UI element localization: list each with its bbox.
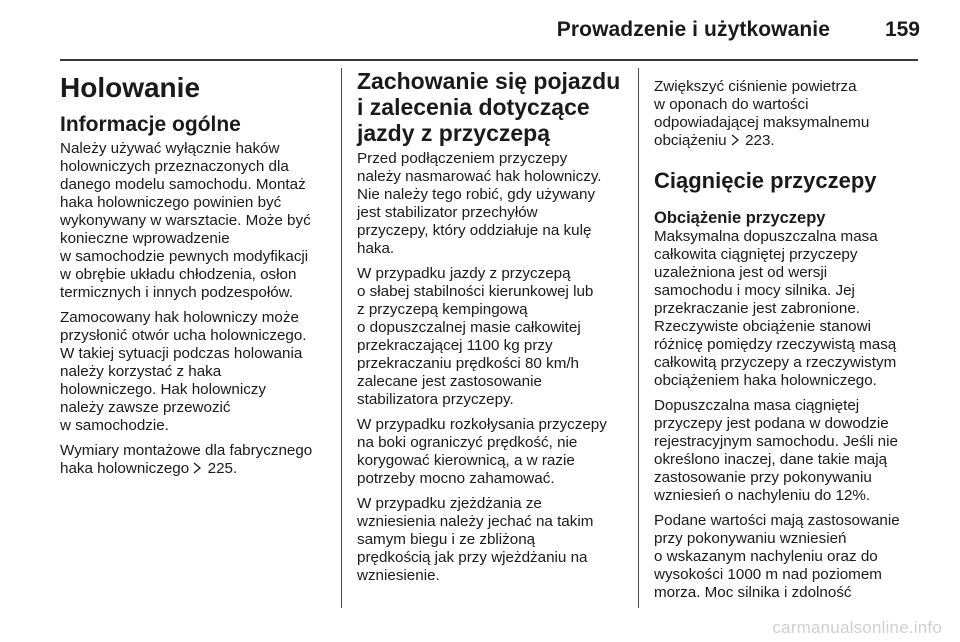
page-reference-link[interactable]: 223. [745,132,775,149]
text-line: zastosowanie przy pokonywaniu [654,469,872,486]
text-line: haka holowniczego [60,460,190,477]
text-line: Podane wartości mają zastosowanie [654,512,900,529]
column-3 [654,78,926,609]
text-line: Rzeczywiste obciążenie stanowi [654,318,871,335]
subheading-informacje-ogolne: Informacje ogólne [60,113,241,136]
text-line: konieczne wprowadzenie [60,230,230,247]
column-2 [357,68,629,592]
page-number: 159 [884,18,920,41]
text-line: określono inaczej, dane takie mają [654,451,888,468]
paragraph-4 [654,512,926,602]
text-line: przysłonić otwór ucha holowniczego. [60,327,307,344]
text-line: W przypadku rozkołysania przyczepy [357,416,607,433]
text-line: przekraczaniu prędkości 80 km/h [357,355,580,372]
text-line: morza. Moc silnika i zdolność [654,584,852,601]
text-line: uzależniona jest od wersji [654,264,828,281]
text-line: haka holowniczego powinien być [60,194,282,211]
heading-line: jazdy z przyczepą [357,120,551,146]
text-line: o słabej stabilności kierunkowej lub [357,283,594,300]
text-line: należy zawsze przewozić [60,399,231,416]
text-line: prędkością jak przy wjeżdżaniu na [357,549,588,566]
page-reference-arrow-icon [193,460,203,478]
text-line: rejestracyjnym samochodu. Jeśli nie [654,433,898,450]
text-line: danego modelu samochodu. Montaż [60,176,306,193]
text-line: W przypadku jazdy z przyczepą [357,265,571,282]
paragraph-2 [60,309,330,435]
text-line: samochodu i mocy silnika. Jej [654,282,855,299]
header-rule [60,59,918,61]
text-line: termicznych i innych podzespołów. [60,284,293,301]
text-line: Należy używać wyłącznie haków [60,140,280,157]
header-title: Prowadzenie i użytkowanie [556,18,830,41]
text-line: wzniesienie. [357,567,440,584]
text-line: samym biegu i ze zbliżoną [357,531,536,548]
section-heading-ciagniecie-przyczepy: Ciągnięcie przyczepy [654,168,877,193]
text-line: obciążeniem haka holowniczego. [654,372,877,389]
text-line: przekraczającej 1100 kg przy [357,337,553,354]
subheading-obciazenie-przyczepy: Obciążenie przyczepy [654,209,826,227]
text-line: odpowiadającej maksymalnemu [654,114,870,131]
text-line: całkowita ciągniętej przyczepy [654,246,858,263]
paragraph-1 [60,140,330,302]
column-divider-1 [341,68,342,608]
paragraph-3 [60,442,330,478]
text-line: wzniesień o nachyleniu do 12%. [654,487,871,504]
paragraph-1 [357,150,629,258]
column-1 [60,68,330,485]
text-line: haka. [357,240,395,257]
text-line: holowniczego. Hak holowniczy [60,381,266,398]
paragraph-2 [654,228,926,390]
paragraph-3 [654,397,926,505]
text-line: przekraczanie jest zabronione. [654,300,860,317]
subheading-zachowanie-pojazdu [357,68,629,146]
paragraph-1 [654,78,926,150]
watermark-footer: carmanualsonline.info [772,618,942,637]
text-line: przyczepy, który oddziałuje na kulę [357,222,592,239]
text-line: Nie należy tego robić, gdy używany [357,186,596,203]
text-line: obciążeniu [654,132,727,149]
text-line: potrzeby mocno zahamować. [357,470,555,487]
heading-line: Zachowanie się pojazdu [357,68,621,94]
text-line: stabilizatora przyczepy. [357,391,514,408]
text-line: holowniczych przeznaczonych dla [60,158,289,175]
text-line: Maksymalna dopuszczalna masa [654,228,878,245]
text-line: przy pokonywaniu wzniesień [654,530,847,547]
column-divider-2 [638,68,639,608]
text-line: wykonywany w warsztacie. Może być [60,212,311,229]
text-line: Dopuszczalna masa ciągniętej [654,397,860,414]
text-line: Zamocowany hak holowniczy może [60,309,299,326]
text-line: całkowitą przyczepy a rzeczywistym [654,354,897,371]
text-line: różnicę pomiędzy rzeczywistą masą [654,336,897,353]
text-line: o dopuszczalnej masie całkowitej [357,319,581,336]
page-header [0,0,960,58]
text-line: wysokości 1000 m nad poziomem [654,566,882,583]
text-line: wzniesienia należy jechać na takim [357,513,594,530]
page-reference-link[interactable]: 225. [207,460,238,477]
paragraph-2 [357,265,629,409]
text-line: zalecane jest zastosowanie [357,373,542,390]
text-line: w samochodzie pewnych modyfikacji [60,248,309,265]
text-line: Zwiększyć ciśnienie powietrza [654,78,857,95]
page-reference-arrow-icon [731,132,741,150]
text-line: Przed podłączeniem przyczepy [357,150,568,167]
text-line: W przypadku zjeżdżania ze [357,495,542,512]
text-line: na boki ograniczyć prędkość, nie [357,434,578,451]
text-line: W takiej sytuacji podczas holowania [60,345,303,362]
text-line: przyczepy jest podana w dowodzie [654,415,889,432]
text-line: w oponach do wartości [654,96,809,113]
text-line: należy nasmarować hak holowniczy. [357,168,602,185]
text-line: jest stabilizator przechyłów [357,204,538,221]
heading-line: i zalecenia dotyczące [357,94,590,120]
text-line: w obrębie układu chłodzenia, osłon [60,266,297,283]
text-line: z przyczepą kempingową [357,301,528,318]
text-line: Wymiary montażowe dla fabrycznego [60,442,313,459]
text-line: o wskazanym nachyleniu oraz do [654,548,878,565]
text-line: w samochodzie. [60,417,169,434]
section-heading-holowanie: Holowanie [60,72,201,103]
paragraph-4 [357,495,629,585]
text-line: korygować kierownicą, a w razie [357,452,575,469]
paragraph-3 [357,416,629,488]
text-line: należy korzystać z haka [60,363,222,380]
